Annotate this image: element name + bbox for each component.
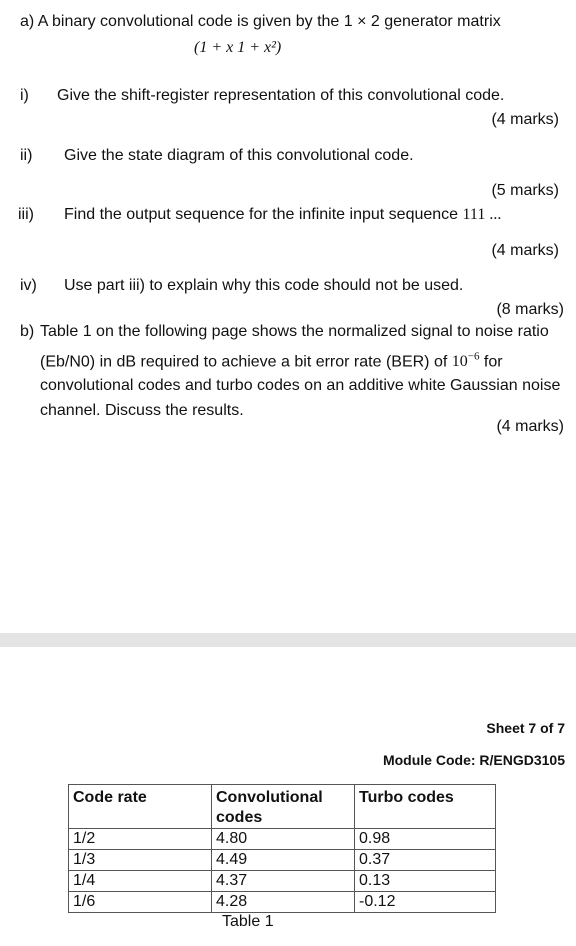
part-a-intro: a) A binary convolutional code is given by the 1 × 2 generator matrix [20, 13, 501, 30]
cell-turbo: -0.12 [355, 892, 496, 913]
ber-exponent: −6 [467, 350, 480, 363]
cell-turbo: 0.98 [355, 829, 496, 850]
part-b-label: b) [20, 323, 35, 340]
cell-code-rate: 1/4 [69, 871, 212, 892]
table-row [69, 850, 496, 871]
part-b-text-post: for convolutional codes and turbo codes on an additive white Gaussian noise channel. Discuss the results. [40, 352, 561, 419]
results-table [68, 784, 496, 913]
module-code: Module Code: R/ENGD3105 [382, 752, 565, 768]
question-number: iv) [20, 277, 37, 294]
question-text [64, 205, 501, 225]
question-text: Give the state diagram of this convolutional code. [64, 147, 414, 164]
cell-code-rate: 1/6 [69, 892, 212, 913]
cell-code-rate: 1/3 [69, 850, 212, 871]
table-header-row [69, 785, 496, 829]
table-row [69, 871, 496, 892]
question-text: Use part iii) to explain why this code should not be used. [64, 277, 464, 294]
ber-value [451, 350, 480, 370]
question-text: Give the shift-register representation of this convolutional code. [57, 87, 505, 104]
cell-convolutional: 4.37 [212, 871, 355, 892]
question-number: ii) [20, 147, 33, 164]
table-row [69, 829, 496, 850]
cell-turbo: 0.37 [355, 850, 496, 871]
part-b-text-pre: Table 1 on the following page shows the normalized signal to noise ratio (Eb/N0) in dB required to achieve a bit error rate (BER) of [40, 323, 549, 370]
cell-code-rate: 1/2 [69, 829, 212, 850]
header-code-rate: Code rate [69, 785, 212, 829]
question-marks: (4 marks) [496, 418, 564, 435]
cell-turbo: 0.13 [355, 871, 496, 892]
question-text-main: Find the output sequence for the infinite input sequence [64, 206, 459, 223]
ber-base: 10 [451, 352, 468, 370]
table-row [69, 892, 496, 913]
question-marks: (5 marks) [491, 182, 559, 199]
question-number: iii) [18, 206, 34, 223]
cell-convolutional: 4.49 [212, 850, 355, 871]
cell-convolutional: 4.80 [212, 829, 355, 850]
cell-convolutional: 4.28 [212, 892, 355, 913]
sheet-number: Sheet 7 of 7 [486, 720, 565, 736]
question-marks: (4 marks) [491, 111, 559, 128]
table-caption: Table 1 [222, 913, 274, 930]
header-convolutional: Convolutional codes [212, 785, 355, 829]
part-b-text [40, 320, 565, 423]
question-marks: (4 marks) [491, 242, 559, 259]
question-number: i) [20, 87, 29, 104]
page-separator [0, 633, 576, 647]
header-turbo: Turbo codes [355, 785, 496, 829]
question-marks: (8 marks) [496, 301, 564, 318]
generator-matrix: (1 + x 1 + x²) [194, 39, 282, 56]
input-sequence: 111 ... [462, 206, 502, 223]
